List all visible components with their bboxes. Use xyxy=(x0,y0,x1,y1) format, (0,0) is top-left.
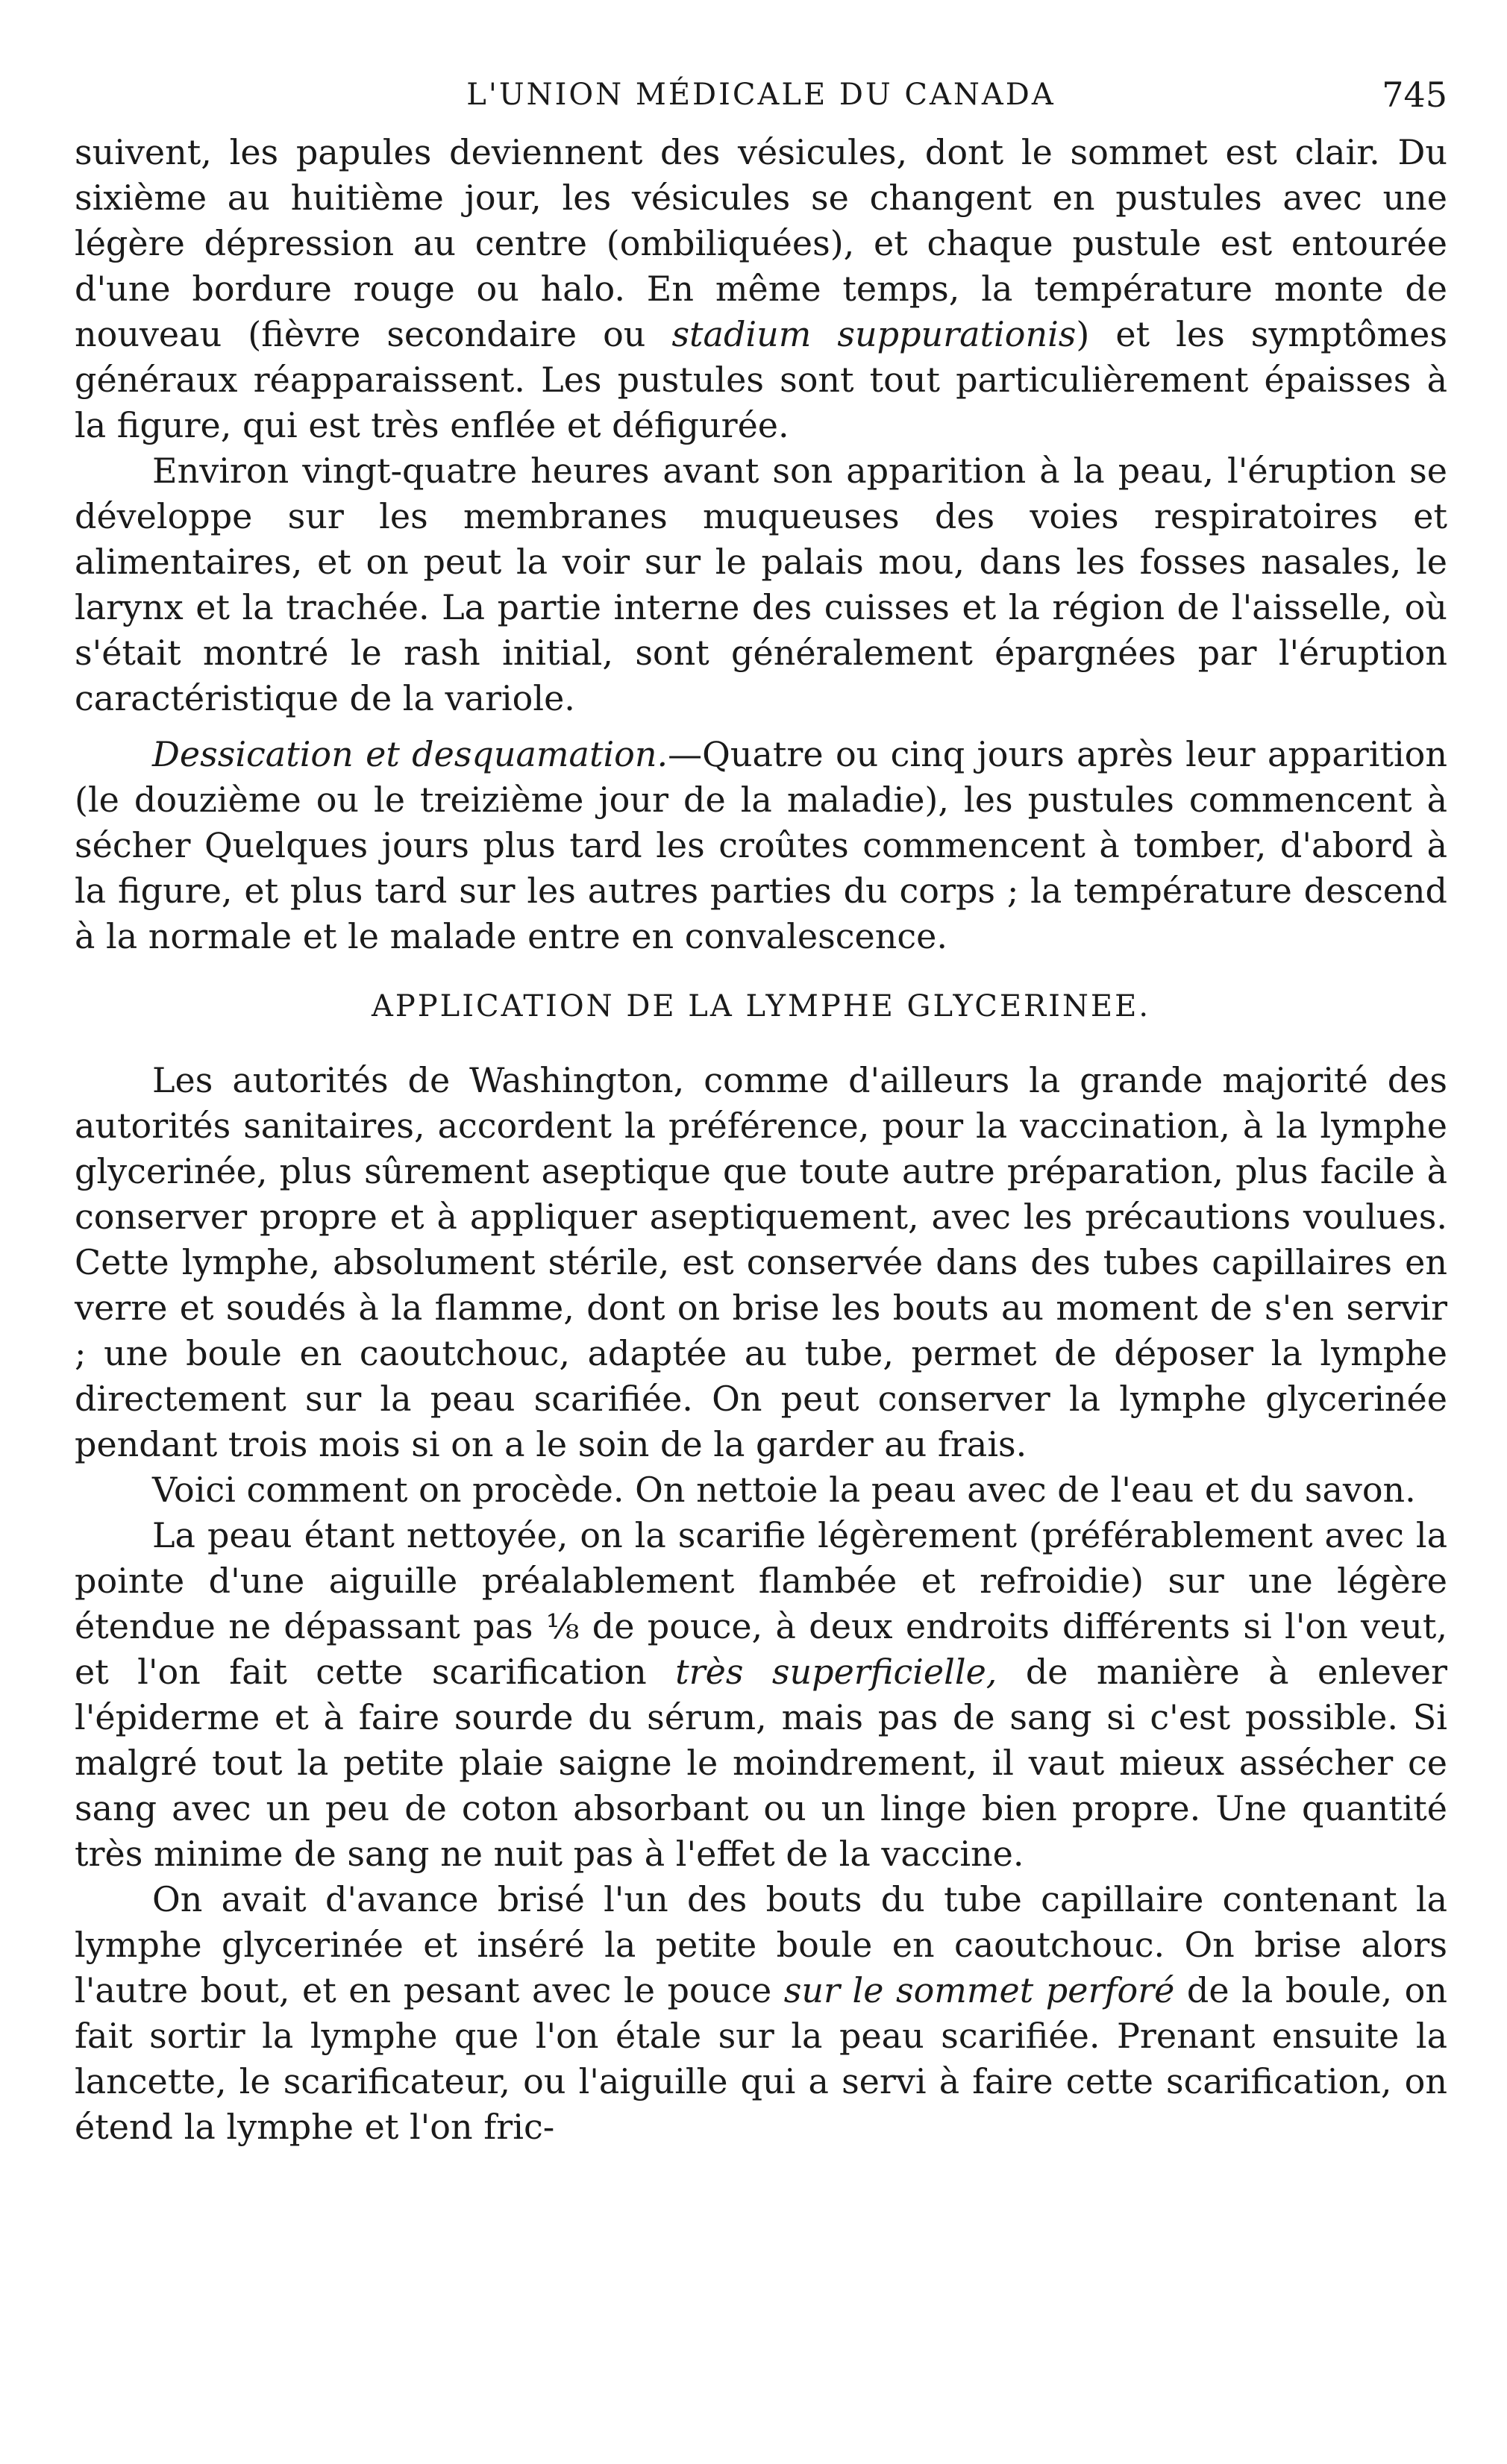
paragraph-continuation xyxy=(75,130,1447,448)
paragraph-text: —Quatre ou cinq jours après leur apparition (le douzième ou le treizième jour de la maladie), les pustules commencent à sécher Quelques jours plus tard les croûtes commencent à tomber, d'abord à la figure, et plus tard sur les autres parties du corps ; la température descend à la normale et le malade entre en convalescence. xyxy=(75,734,1447,956)
running-head xyxy=(75,75,1447,119)
paragraph-text-after: de la boule, on fait sortir la lymphe que l'on étale sur la peau scarifiée. Prenant ensuite la lancette, le scarificateur, ou l'aiguille qui a servi à faire cette scarification, on étend la lymphe et l'on fric- xyxy=(75,1970,1448,2147)
paragraph-eruption xyxy=(75,448,1447,721)
paragraph-emphasis: stadium suppurationis xyxy=(671,314,1077,354)
paragraph-lymph-intro xyxy=(75,1058,1447,1467)
paragraph-application xyxy=(75,1877,1447,2150)
page-number: 745 xyxy=(1382,75,1447,115)
paragraph-text-after: ) et les symptômes généraux réapparaissent. Les pustules sont tout particulièrement épaisses à la figure, qui est très enflée et défigurée. xyxy=(75,314,1447,445)
paragraph-text: Les autorités de Washington, comme d'ailleurs la grande majorité des autorités sanitaires, accordent la préférence, pour la vaccination, à la lymphe glycerinée, plus sûrement aseptique que toute autre préparation, plus facile à conserver propre et à appliquer aseptiquement, avec les précautions voulues. Cette lymphe, absolument stérile, est conservée dans des tubes capillaires en verre et soudés à la flamme, dont on brise les bouts au moment de s'en servir ; une boule en caoutchouc, adaptée au tube, permet de déposer la lymphe directement sur la peau scarifiée. On peut conserver la lymphe glycerinée pendant trois mois si on a le soin de la garder au frais. xyxy=(75,1060,1447,1464)
paragraph-dessication xyxy=(75,732,1447,959)
paragraph-text-after: de manière à enlever l'épiderme et à faire sourde du sérum, mais pas de sang si c'est possible. Si malgré tout la petite plaie saigne le moindrement, il vaut mieux assécher ce sang avec un peu de coton absorbant ou un linge bien propre. Une quantité très minime de sang ne nuit pas à l'effet de la vaccine. xyxy=(75,1652,1447,1874)
paragraph-procedure xyxy=(75,1467,1447,1513)
paragraph-emphasis: sur le sommet perforé xyxy=(783,1970,1175,2010)
paragraph-emphasis: Dessication et desquamation. xyxy=(152,734,668,774)
paragraph-scarification xyxy=(75,1513,1447,1877)
paragraph-emphasis: très superficielle, xyxy=(675,1652,997,1692)
paragraph-text: La peau étant nettoyée, on la scarifie légèrement (préférablement avec la pointe d'une aiguille préalablement flambée et refroidie) sur une légère étendue ne dépassant pas ⅛ de pouce, à deux endroits différents si l'on veut, et l'on fait cette scarification xyxy=(75,1515,1447,1692)
paragraph-text: Environ vingt-quatre heures avant son apparition à la peau, l'éruption se développe sur les membranes muqueuses des voies respiratoires et alimentaires, et on peut la voir sur le palais mou, dans les fosses nasales, le larynx et la trachée. La partie interne des cuisses et la région de l'aisselle, où s'était montré le rash initial, sont généralement épargnées par l'éruption caractéristique de la variole. xyxy=(75,451,1447,718)
section-title: APPLICATION DE LA LYMPHE GLYCERINEE. xyxy=(371,989,1151,1023)
document-page xyxy=(75,75,1447,2150)
paragraph-text: On avait d'avance brisé l'un des bouts du tube capillaire contenant la lymphe glycerinée et inséré la petite boule en caoutchouc. On brise alors l'autre bout, et en pesant avec le pouce xyxy=(75,1879,1447,2010)
journal-title: L'UNION MÉDICALE DU CANADA xyxy=(466,78,1056,112)
paragraph-text: Voici comment on procède. On nettoie la peau avec de l'eau et du savon. xyxy=(152,1470,1416,1510)
paragraph-text: suivent, les papules deviennent des vésicules, dont le sommet est clair. Du sixième au huitième jour, les vésicules se changent en pustules avec une légère dépression au centre (ombiliquées), et chaque pustule est entourée d'une bordure rouge ou halo. En même temps, la température monte de nouveau (fièvre secondaire ou xyxy=(75,132,1447,354)
